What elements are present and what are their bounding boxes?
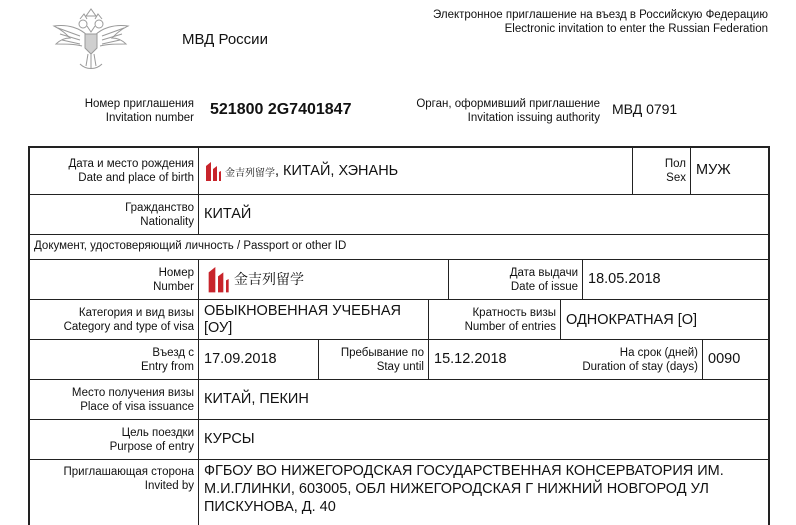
visa-category-value-line2: [ОУ] — [204, 320, 233, 336]
visa-category-label-en: Category and type of visa — [63, 321, 194, 333]
stay-until-label-en: Stay until — [376, 361, 424, 373]
birth-label-en: Date and place of birth — [78, 172, 194, 184]
authority-name: МВД России — [182, 31, 268, 48]
entries-label-en: Number of entries — [464, 321, 556, 333]
invitation-number-value: 521800 2G7401847 — [210, 101, 352, 118]
watermark-logo-icon — [206, 264, 230, 294]
passport-number-label-ru: Номер — [158, 267, 194, 279]
purpose-label — [34, 426, 194, 454]
inviting-party-line3: ПИСКУНОВА, Д. 40 — [204, 499, 336, 515]
visa-category-label-ru: Категория и вид визы — [78, 307, 194, 319]
duration-value: 0090 — [708, 351, 741, 367]
duration-label-ru: На срок (дней) — [619, 347, 698, 359]
issuing-authority-label-en: Invitation issuing authority — [467, 112, 600, 124]
nationality-label-ru: Гражданство — [125, 202, 194, 214]
date-of-issue-label-ru: Дата выдачи — [509, 267, 578, 279]
passport-number-label-en: Number — [153, 281, 194, 293]
inviting-party-line1: ФГБОУ ВО НИЖЕГОРОДСКАЯ ГОСУДАРСТВЕННАЯ КОНСЕРВАТОРИЯ ИМ. — [204, 463, 724, 479]
duration-label-en: Duration of stay (days) — [582, 361, 698, 373]
document-title-ru: Электронное приглашение на въезд в Российскую Федерацию — [432, 9, 768, 21]
document-title-en: Electronic invitation to enter the Russian Federation — [504, 23, 768, 35]
passport-number-watermark — [206, 264, 304, 294]
stay-until-label-ru: Пребывание по — [340, 347, 424, 359]
purpose-label-ru: Цель поездки — [121, 427, 194, 439]
invitation-number-label-ru: Номер приглашения — [84, 98, 194, 110]
watermark-logo — [204, 160, 275, 182]
document-section-header: Документ, удостоверяющий личность / Passport or other ID — [34, 240, 347, 252]
visa-category-value — [204, 303, 401, 337]
nationality-value: КИТАЙ — [204, 206, 252, 222]
birth-label-ru: Дата и место рождения — [68, 158, 194, 170]
sex-label — [636, 157, 686, 185]
inviting-party-label-ru: Приглашающая сторона — [63, 466, 194, 478]
stay-until-value: 15.12.2018 — [434, 351, 507, 367]
visa-place-label — [34, 386, 194, 414]
nationality-label-en: Nationality — [140, 216, 194, 228]
birth-label — [34, 157, 194, 185]
entry-from-label-ru: Въезд с — [152, 347, 194, 359]
visa-place-label-ru: Место получения визы — [71, 387, 194, 399]
issuing-authority-value: МВД 0791 — [612, 101, 678, 117]
purpose-label-en: Purpose of entry — [109, 441, 194, 453]
inviting-party-value — [204, 462, 724, 516]
birth-value — [204, 160, 398, 182]
visa-place-value: КИТАЙ, ПЕКИН — [204, 391, 309, 407]
visa-place-label-en: Place of visa issuance — [80, 401, 194, 413]
visa-category-label — [34, 306, 194, 334]
sex-value: МУЖ — [696, 162, 731, 178]
stay-until-label — [322, 346, 424, 374]
passport-number-label — [34, 266, 194, 294]
double-headed-eagle-emblem — [50, 6, 132, 76]
inviting-party-label — [34, 465, 194, 493]
invitation-number-label-en: Invitation number — [105, 112, 194, 124]
sex-label-ru: Пол — [664, 158, 686, 170]
date-of-issue-label-en: Date of issue — [510, 281, 578, 293]
date-of-issue-value: 18.05.2018 — [588, 271, 661, 287]
inviting-party-label-en: Invited by — [144, 480, 194, 492]
nationality-label — [34, 201, 194, 229]
watermark-logo-text: 金吉列留学 — [225, 167, 275, 179]
sex-label-en: Sex — [666, 172, 686, 184]
entries-label — [432, 306, 556, 334]
entries-value: ОДНОКРАТНАЯ [О] — [566, 312, 698, 328]
duration-label — [560, 346, 698, 374]
entry-from-label — [34, 346, 194, 374]
date-of-issue-label — [452, 266, 578, 294]
watermark-logo-icon — [204, 160, 222, 182]
birth-place-text: , КИТАЙ, ХЭНАНЬ — [275, 163, 399, 179]
purpose-value: КУРСЫ — [204, 431, 255, 447]
inviting-party-line2: М.И.ГЛИНКИ, 603005, ОБЛ НИЖЕГОРОДСКАЯ Г НИЖНИЙ НОВГОРОД УЛ — [204, 481, 709, 497]
issuing-authority-label — [390, 97, 600, 125]
issuing-authority-label-ru: Орган, оформивший приглашение — [416, 98, 600, 110]
visa-category-value-line1: ОБЫКНОВЕННАЯ УЧЕБНАЯ — [204, 303, 401, 319]
watermark-logo-text: 金吉列留学 — [234, 271, 304, 287]
entry-from-value: 17.09.2018 — [204, 351, 277, 367]
entry-from-label-en: Entry from — [140, 361, 194, 373]
document-title — [433, 8, 768, 36]
entries-label-ru: Кратность визы — [472, 307, 556, 319]
invitation-number-label — [60, 97, 194, 125]
